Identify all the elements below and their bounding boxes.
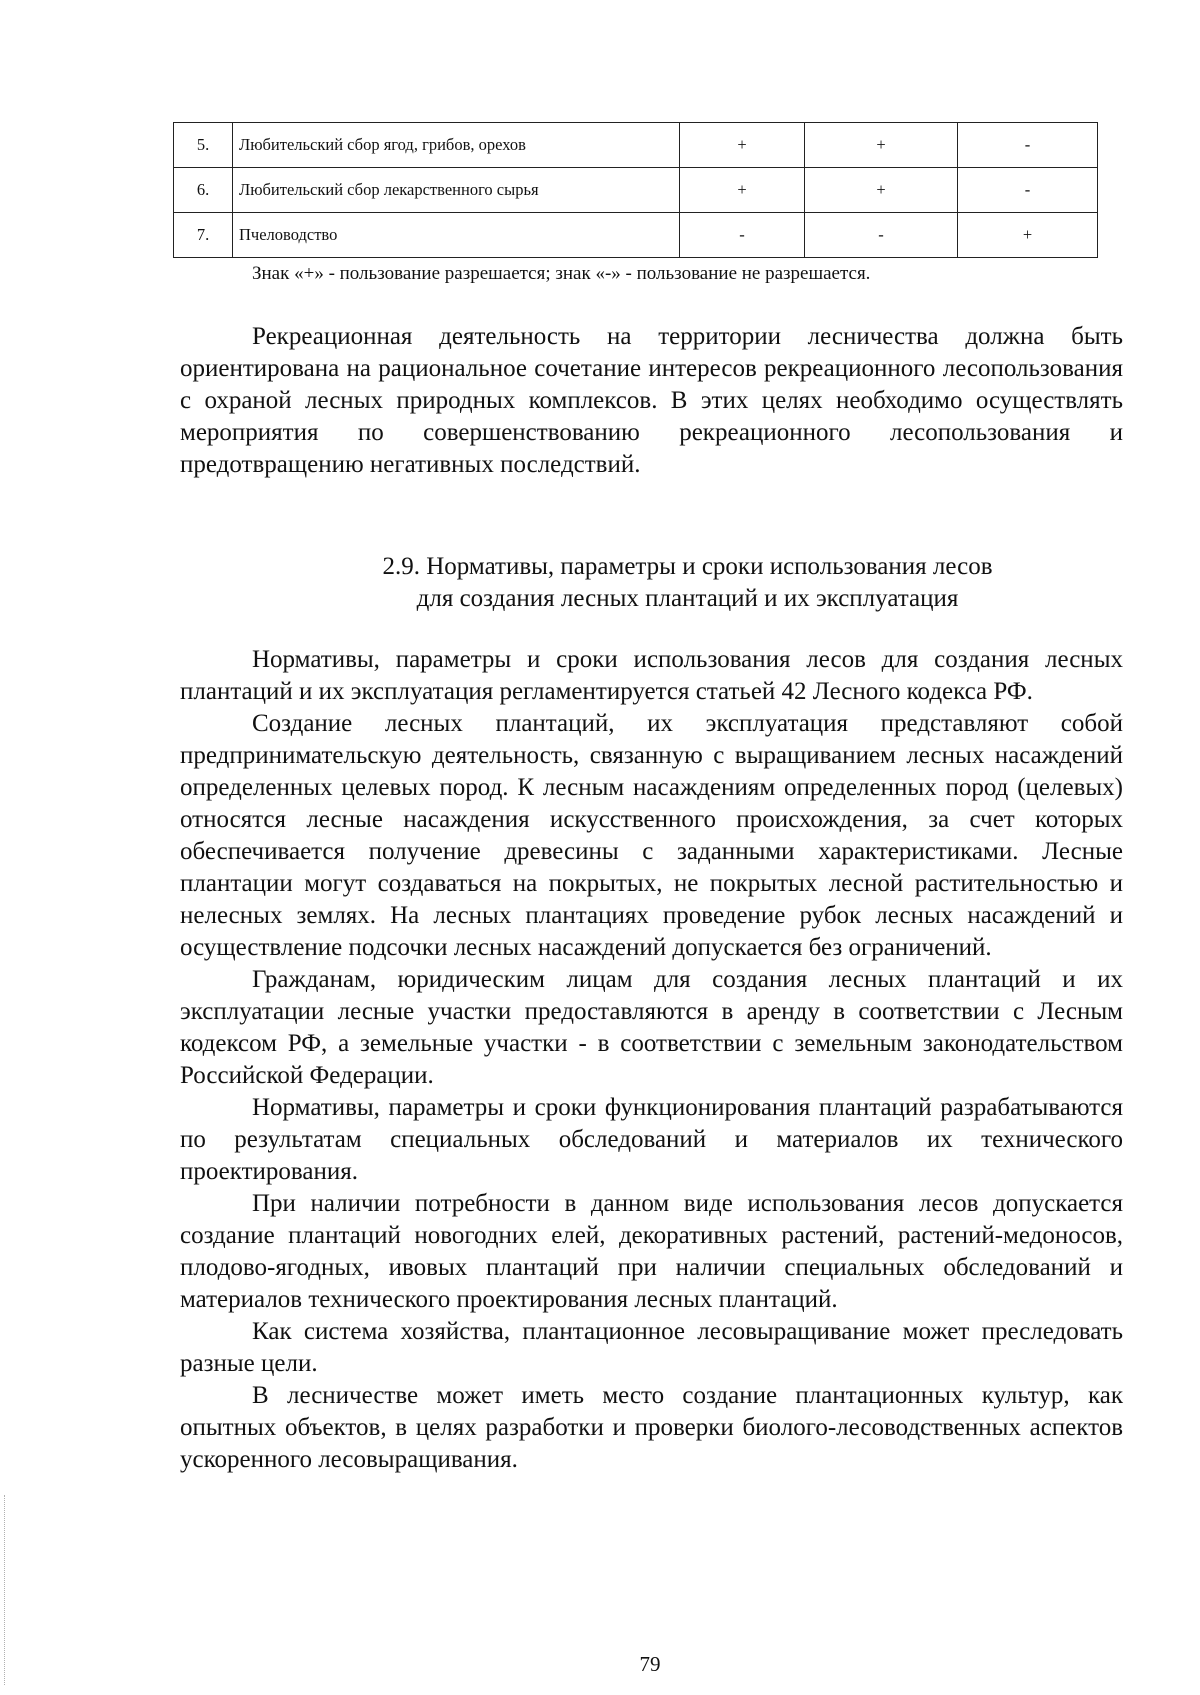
permission-mark: - [680, 213, 805, 258]
row-number: 5. [174, 123, 233, 168]
permission-mark: - [958, 168, 1098, 213]
scan-margin-marks [4, 1495, 7, 1685]
permission-mark: + [958, 213, 1098, 258]
paragraph: Рекреационная деятельность на территории лесничества должна быть ориентирована на рациональное сочетание интересов рекреационного лесопользования с охраной лесных природных комплексов. В этих целях необходимо осуществлять мероприятия по совершенствованию рекреационного лесопользования и предотвращению негативных последствий. [180, 323, 1123, 478]
permission-mark: + [805, 168, 958, 213]
permission-mark: - [958, 123, 1098, 168]
paragraph: Создание лесных плантаций, их эксплуатация представляют собой предпринимательскую деятельность, связанную с выращиванием лесных насаждений определенных целевых пород. К лесным насаждениям определенных пород (целевых) относятся лесные насаждения искусственного происхождения, за счет которых обеспечивается получение древесины с заданными характеристиками. Лесные плантации могут создаваться на покрытых, не покрытых лесной растительностью и нелесных землях. На лесных плантациях проведение рубок лесных насаждений и осуществление подсочки лесных насаждений допускается без ограничений. [180, 710, 1123, 961]
table-legend-note: Знак «+» - пользование разрешается; знак «-» - пользование не разрешается. [252, 263, 871, 284]
usage-type: Пчеловодство [233, 213, 680, 258]
section-heading [180, 551, 1195, 615]
section-heading-line: для создания лесных плантаций и их эксплуатация [416, 585, 959, 612]
paragraph: Нормативы, параметры и сроки использования лесов для создания лесных плантаций и их эксплуатация регламентируется статьей 42 Лесного кодекса РФ. [180, 646, 1123, 705]
paragraph: Гражданам, юридическим лицам для создания лесных плантаций и их эксплуатации лесные участки предоставляются в аренду в соответствии с Лесным кодексом РФ, а земельные участки - в соответствии с земельным законодательством Российской Федерации. [180, 966, 1123, 1089]
table-row [174, 123, 1098, 168]
paragraph: В лесничестве может иметь место создание плантационных культур, как опытных объектов, в целях разработки и проверки биолого-лесоводственных аспектов ускоренного лесовыращивания. [180, 1382, 1123, 1473]
paragraph: Как система хозяйства, плантационное лесовыращивание может преследовать разные цели. [180, 1318, 1123, 1377]
table-row [174, 213, 1098, 258]
intro-text [180, 321, 1123, 481]
permission-mark: - [805, 213, 958, 258]
section-body [180, 644, 1123, 1476]
usage-type: Любительский сбор ягод, грибов, орехов [233, 123, 680, 168]
permission-mark: + [680, 168, 805, 213]
page-number: 79 [639, 1652, 661, 1676]
paragraph: Нормативы, параметры и сроки функционирования плантаций разрабатываются по результатам специальных обследований и материалов их технического проектирования. [180, 1094, 1123, 1185]
usage-type: Любительский сбор лекарственного сырья [233, 168, 680, 213]
table-row [174, 168, 1098, 213]
permission-mark: + [805, 123, 958, 168]
row-number: 6. [174, 168, 233, 213]
forest-usage-table [173, 122, 1098, 258]
section-heading-line: 2.9. Нормативы, параметры и сроки использования лесов [382, 553, 993, 580]
row-number: 7. [174, 213, 233, 258]
permission-mark: + [680, 123, 805, 168]
paragraph: При наличии потребности в данном виде использования лесов допускается создание плантаций новогодних елей, декоративных растений, растений-медоносов, плодово-ягодных, ивовых плантаций при наличии специальных обследований и материалов технического проектирования лесных плантаций. [180, 1190, 1123, 1313]
